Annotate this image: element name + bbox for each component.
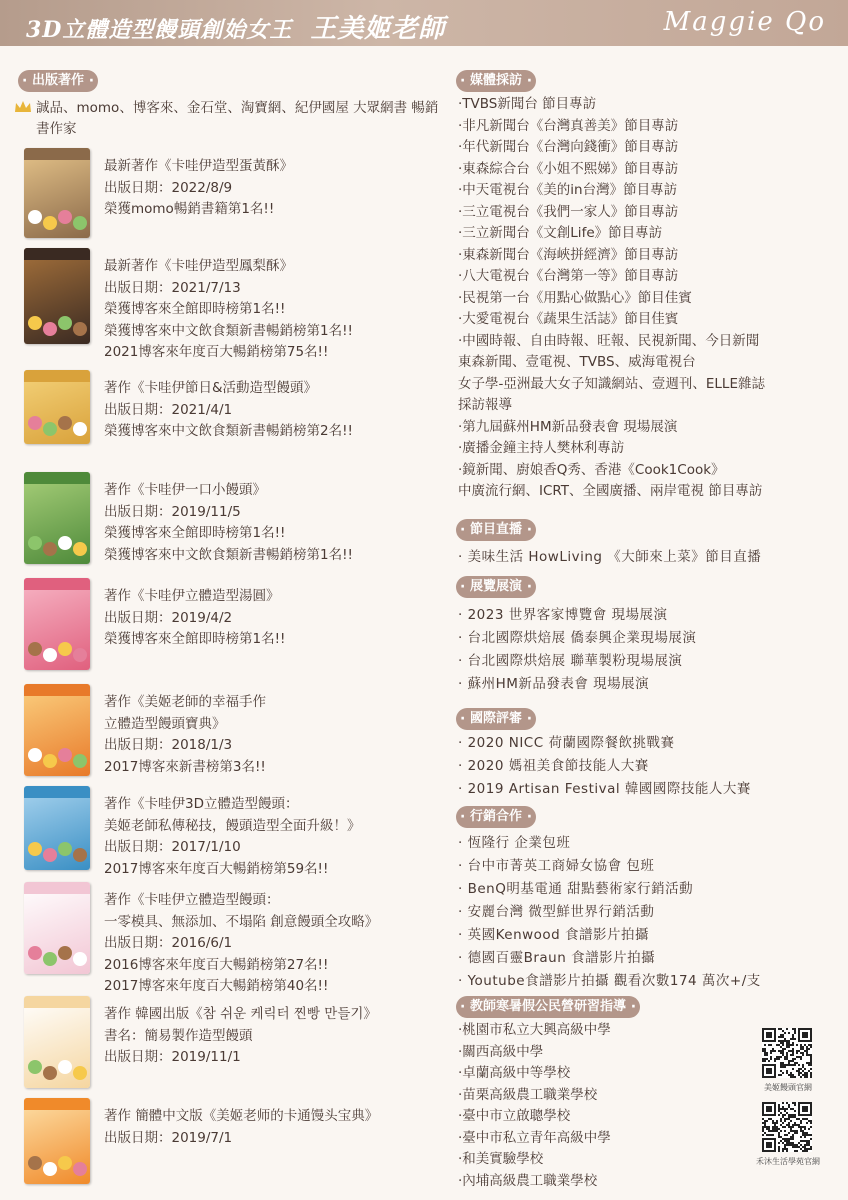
book-entry-line: 2017博客來年度百大暢銷榜第59名!! [104, 860, 329, 877]
list-item: · BenQ明基電通 甜點藝術家行銷活動 [458, 881, 694, 897]
list-item: · 蘇州HM新品發表會 現場展演 [458, 676, 650, 692]
book-entry [104, 256, 444, 364]
book-entry [104, 794, 444, 880]
book-entry-line: 書名：簡易製作造型饅頭 [104, 1027, 253, 1044]
list-item: · 2023 世界客家博覽會 現場展演 [458, 607, 668, 623]
book-entry-line: 榮獲博客來中文飲食類新書暢銷榜第2名!! [104, 423, 353, 439]
book-entry-line: 出版日期：2022/8/9 [104, 179, 233, 196]
header-title-main: 3D立體造型饅頭創始女王 [26, 17, 293, 43]
header-signature: Maggie Qo [663, 7, 826, 37]
book-cover-image [24, 148, 90, 238]
list-item: ·關西高級中學 [458, 1043, 544, 1060]
book-entry [104, 378, 444, 443]
live-list [458, 546, 838, 569]
list-item: ·內埔高級農工職業學校 [458, 1172, 598, 1189]
book-cover-image [24, 684, 90, 776]
list-item: · 安麗台灣 微型鮮世界行銷活動 [458, 904, 655, 920]
teacher-camps-list [458, 1020, 748, 1192]
book-entry-line: 最新著作《卡哇伊造型鳳梨酥》 [104, 258, 293, 274]
book-entry-line: 最新著作《卡哇伊造型蛋黃酥》 [104, 158, 293, 174]
book-entry-line: 2017博客來年度百大暢銷榜第40名!! [104, 978, 329, 994]
book-entry-line: 出版日期：2021/7/13 [104, 279, 241, 296]
section-title-judging: · 國際評審 · [456, 708, 536, 730]
section-title-publications: · 出版著作 · [18, 70, 98, 92]
book-entry-line: 榮獲博客來中文飲食類新書暢銷榜第1名!! [104, 546, 353, 563]
book-entry-line: 2016博客來年度百大暢銷榜第27名!! [104, 956, 329, 973]
media-list [458, 94, 838, 503]
book-entry-line: 出版日期：2019/11/5 [104, 503, 241, 520]
qr-caption: 禾沐生活學苑官網 [756, 1157, 820, 1166]
book-entry-line: 出版日期：2021/4/1 [104, 401, 233, 418]
exhibitions-list [458, 604, 838, 696]
list-item: ·三立電視台《我們一家人》節目專訪 [458, 203, 679, 220]
list-item: ·TVBS新聞台 節目專訪 [458, 96, 597, 112]
section-title-teacher-camps: · 教師寒暑假公民營研習指導 · [456, 996, 640, 1018]
book-cover-image [24, 1098, 90, 1184]
book-entry-line: 2021博客來年度百大暢銷榜第75名!! [104, 344, 329, 360]
book-entry-line: 著作《卡哇伊節日&活動造型饅頭》 [104, 380, 318, 396]
list-item: · 英國Kenwood 食譜影片拍攝 [458, 927, 650, 943]
list-item: ·三立新聞台《文創Life》節目專訪 [458, 225, 663, 241]
qr-code-icon[interactable] [762, 1028, 812, 1078]
book-entry-line: 出版日期：2019/4/2 [104, 609, 233, 626]
book-cover-image [24, 786, 90, 870]
publications-intro: 誠品、momo、博客來、金石堂、淘寶網、紀伊國屋 大眾網書 暢銷書作家 [36, 100, 439, 137]
list-item: ·中天電視台《美的in台灣》節目專訪 [458, 182, 678, 198]
book-entry-line: 出版日期：2019/11/1 [104, 1049, 241, 1065]
book-entry-line: 著作 簡體中文版《美姬老师的卡通馒头宝典》 [104, 1108, 379, 1124]
list-item: ·桃園市私立大興高級中學 [458, 1022, 611, 1038]
crown-icon [14, 100, 32, 114]
header-teacher-name: 王美姬老師 [310, 14, 446, 44]
book-cover-image [24, 882, 90, 974]
list-item: ·第九屆蘇州HM新品發表會 現場展演 [458, 418, 678, 435]
list-item: 中廣流行網、ICRT、全國廣播、兩岸電視 節目專訪 [458, 483, 763, 499]
list-item: 採訪報導 [458, 397, 512, 413]
list-item: ·苗栗高級農工職業學校 [458, 1086, 598, 1103]
book-entry-line: 2017博客來新書榜第3名!! [104, 758, 266, 775]
list-item: ·非凡新聞台《台灣真善美》節目專訪 [458, 117, 679, 134]
list-item: · 台北國際烘焙展 聯華製粉現場展演 [458, 653, 683, 669]
book-entry [104, 480, 444, 566]
list-item: ·卓蘭高級中等學校 [458, 1065, 571, 1081]
book-entry-line: 出版日期：2017/1/10 [104, 839, 241, 855]
list-item: ·大愛電視台《蔬果生活誌》節目佳賓 [458, 311, 679, 327]
book-cover-image [24, 248, 90, 344]
section-title-marketing: · 行銷合作 · [456, 806, 536, 828]
book-entry-line: 著作 韓國出版《참 쉬운 케릭터 찐빵 만들기》 [104, 1006, 377, 1022]
book-entry [104, 586, 444, 651]
list-item: ·臺中市私立青年高級中學 [458, 1129, 611, 1146]
book-entry [104, 1106, 444, 1149]
list-item: ·鏡新聞、廚娘香Q秀、香港《Cook1Cook》 [458, 461, 725, 478]
book-cover-image [24, 370, 90, 444]
book-cover-image [24, 578, 90, 670]
section-title-exhibitions: · 展覽展演 · [456, 576, 536, 598]
book-entry-line: 著作《美姬老師的幸福手作 [104, 694, 266, 710]
header-title [26, 8, 445, 45]
book-cover-image [24, 472, 90, 564]
list-item: 女子學-亞洲最大女子知識網站、壹週刊、ELLE雜誌 [458, 375, 765, 392]
book-entry [104, 890, 444, 998]
list-item: · 2020 媽祖美食節技能人大賽 [458, 758, 649, 774]
book-entry-line: 一零模具、無添加、不塌陷 創意饅頭全攻略》 [104, 913, 379, 930]
list-item: ·民視第一台《用點心做點心》節目佳賓 [458, 289, 692, 306]
book-entry-line: 榮獲博客來全館即時榜第1名!! [104, 301, 286, 317]
list-item: ·中國時報、自由時報、旺報、民視新聞、今日新聞 [458, 332, 760, 349]
book-entry-line: 出版日期：2016/6/1 [104, 935, 233, 951]
list-item: 東森新聞、壹電視、TVBS、威海電視台 [458, 354, 696, 370]
qr-caption: 美姬饅頭官網 [764, 1083, 812, 1092]
book-entry-line: 著作《卡哇伊3D立體造型饅頭： [104, 796, 299, 812]
book-entry-line: 出版日期：2018/1/3 [104, 737, 233, 753]
book-entry-line: 榮獲momo暢銷書籍第1名!! [104, 201, 275, 217]
list-item: · 美味生活 HowLiving 《大師來上菜》節目直播 [458, 549, 762, 565]
list-item: · 德國百靈Braun 食譜影片拍攝 [458, 950, 656, 966]
list-item: ·和美實驗學校 [458, 1151, 544, 1167]
list-item: · 2019 Artisan Festival 韓國國際技能人大賽 [458, 781, 751, 797]
book-entry [104, 1004, 444, 1069]
list-item: ·東森新聞台《海峽拼經濟》節目專訪 [458, 246, 679, 263]
book-entry-line: 著作《卡哇伊立體造型湯圓》 [104, 588, 280, 604]
list-item: · 台北國際烘焙展 僑泰興企業現場展演 [458, 630, 697, 646]
book-entry-line: 榮獲博客來中文飲食類新書暢銷榜第1名!! [104, 322, 353, 339]
book-entry-line: 榮獲博客來全館即時榜第1名!! [104, 525, 286, 541]
list-item: ·臺中市立啟聰學校 [458, 1108, 571, 1124]
section-title-live: · 節目直播 · [456, 519, 536, 541]
list-item: · 2020 NICC 荷蘭國際餐飲挑戰賽 [458, 735, 675, 751]
section-title-media: · 媒體採訪 · [456, 70, 536, 92]
book-entry [104, 692, 444, 778]
book-entry [104, 156, 444, 221]
book-entry-line: 榮獲博客來全館即時榜第1名!! [104, 631, 286, 647]
list-item: ·東森綜合台《小姐不熙娣》節目專訪 [458, 160, 679, 177]
book-entry-line: 美姬老師私傳秘技，饅頭造型全面升級！》 [104, 817, 361, 834]
marketing-list [458, 832, 838, 993]
list-item: ·廣播金鐘主持人樊林利專訪 [458, 440, 625, 456]
book-entry-line: 著作《卡哇伊一口小饅頭》 [104, 482, 266, 498]
list-item: · 台中市菁英工商婦女協會 包班 [458, 858, 655, 874]
header-bar [0, 0, 848, 46]
list-item: · 恆隆行 企業包班 [458, 835, 571, 851]
book-entry-line: 出版日期：2019/7/1 [104, 1129, 233, 1146]
list-item: ·八大電視台《台灣第一等》節目專訪 [458, 268, 679, 284]
book-entry-line: 著作《卡哇伊立體造型饅頭： [104, 892, 280, 908]
list-item: · Youtube食譜影片拍攝 觀看次數174 萬次+/支 [458, 973, 761, 989]
qr-code-icon[interactable] [762, 1102, 812, 1152]
book-entry-line: 立體造型饅頭寶典》 [104, 715, 226, 732]
judging-list [458, 732, 838, 801]
book-cover-image [24, 996, 90, 1088]
list-item: ·年代新聞台《台灣向錢衝》節目專訪 [458, 139, 679, 155]
